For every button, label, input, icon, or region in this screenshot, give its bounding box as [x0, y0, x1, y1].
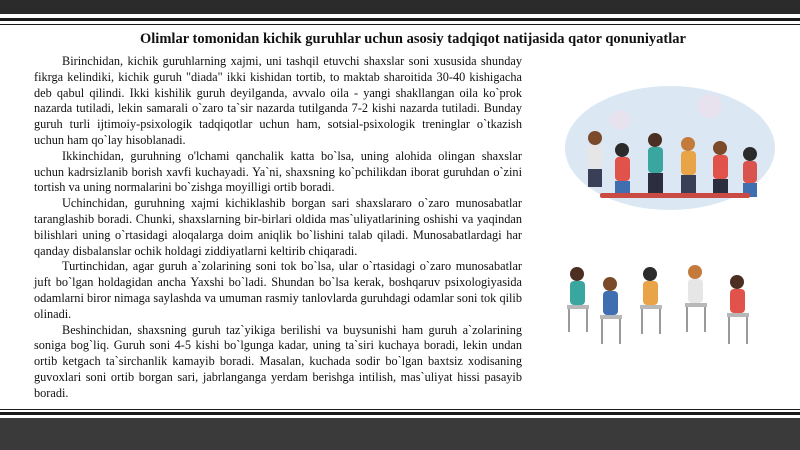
person-figure: [600, 277, 622, 344]
table: [600, 193, 750, 198]
person-figure: [743, 147, 757, 197]
person-figure: [713, 141, 728, 195]
top-frame-bar: [0, 0, 800, 14]
bottom-rule-thick: [0, 412, 800, 415]
bottom-rule-thin: [0, 409, 800, 410]
paragraph-1: Birinchidan, kichik guruhlarning xajmi, uni tashqil etuvchi shaxslar soni xususida shunday fikrga kelindiki, kichik guruh "diada" ikki kishidan tortib, to maktab sharoitida 30-40 kishigacha deb qabul qilindi. Ikki kishilik guruh deyilganda, avvalo oila - yangi shakllangan oila ko`prok nazarda tutiladi, lekin samarali o`zaro ta`sir nazarda tutilganda 7-2 kishi nazarda tutiladi. Bunday guruh turli ijtimoiy-psixologik tadqiqotlar uchun ham, sotsial-psixologik treninglar o`tkazish uchun ham qo`lay hisoblanadi.: [34, 54, 522, 147]
person-figure: [588, 131, 602, 187]
person-figure: [727, 275, 749, 344]
paragraph-5: Beshinchidan, shaxsning guruh taz`yikiga berilishi va buysunishi ham guruh a`zolarining soniga bog`liq. Guruh soni 4-5 kishi bo`lgunga kadar, uning ta`siri kuchaya boradi, lekin undan ortib ketgach ta`sirchanlik kamayib boradi. Masalan, kuchada sodir bo`lgan baxtsiz xodisaning guvoxlari soni ortib borgan sari, jabrlanganga yerdam berishga intilish, mas`uliyat hissi pasayib boradi.: [34, 322, 522, 400]
bottom-frame-bar: [0, 418, 800, 450]
slide-title: Olimlar tomonidan kichik guruhlar uchun asosiy tadqiqot natijasida qator qonuniyatlar: [140, 31, 686, 47]
person-figure: [567, 267, 589, 332]
top-rule-thick: [0, 18, 800, 21]
paragraph-2: Ikkinchidan, guruhning o'lchami qanchalik katta bo`lsa, uning alohida olingan shaxslar uchun kadrsizlanib borish xavfi kuchayadi. Ya`ni, shaxsning ko`pchilikdan iborat guruhdan o`zini tortish va uning normalarini bo`zishga moyilligi ortib boradi.: [34, 148, 522, 195]
group-therapy-illustration: [555, 252, 770, 357]
speech-bubble-icon: [610, 110, 630, 130]
body-text: [34, 54, 522, 402]
person-figure: [615, 143, 630, 197]
person-figure: [681, 137, 696, 193]
group-discussion-illustration: [560, 68, 780, 228]
paragraph-3: Uchinchidan, guruhning xajmi kichiklashib borgan sari shaxslararo o`zaro munosabatlar taranglashib boradi. Chunki, shaxslarning bir-birlari oldida mas`uliyatlarining oshishi va yaqindan bilishlari uning o`rtasidagi aloqalarga doim aniqlik bo`lishini talab qiladi. Munosabatlardagi har qanday disbalanslar ochik holdagi ziddiyatlarni keltirib chiqaradi.: [34, 196, 522, 258]
person-figure: [640, 267, 662, 334]
speech-bubble-icon: [698, 94, 722, 118]
paragraph-4: Turtinchidan, agar guruh a`zolarining soni tok bo`lsa, ular o`rtasidagi o`zaro munosabatlar juft bo`lgan holdagidan ancha Yaxshi bo`ladi. Shundan bo`lsa kerak, boshqaruv psixologiyasida odamlarni biror nimaga saylashda va umuman rasmiy tanlovlarda guruhdagi odamlar soni tok qilib olinadi.: [34, 259, 522, 321]
person-figure: [685, 265, 707, 332]
person-figure: [648, 133, 663, 193]
top-rule-thin: [0, 24, 800, 25]
